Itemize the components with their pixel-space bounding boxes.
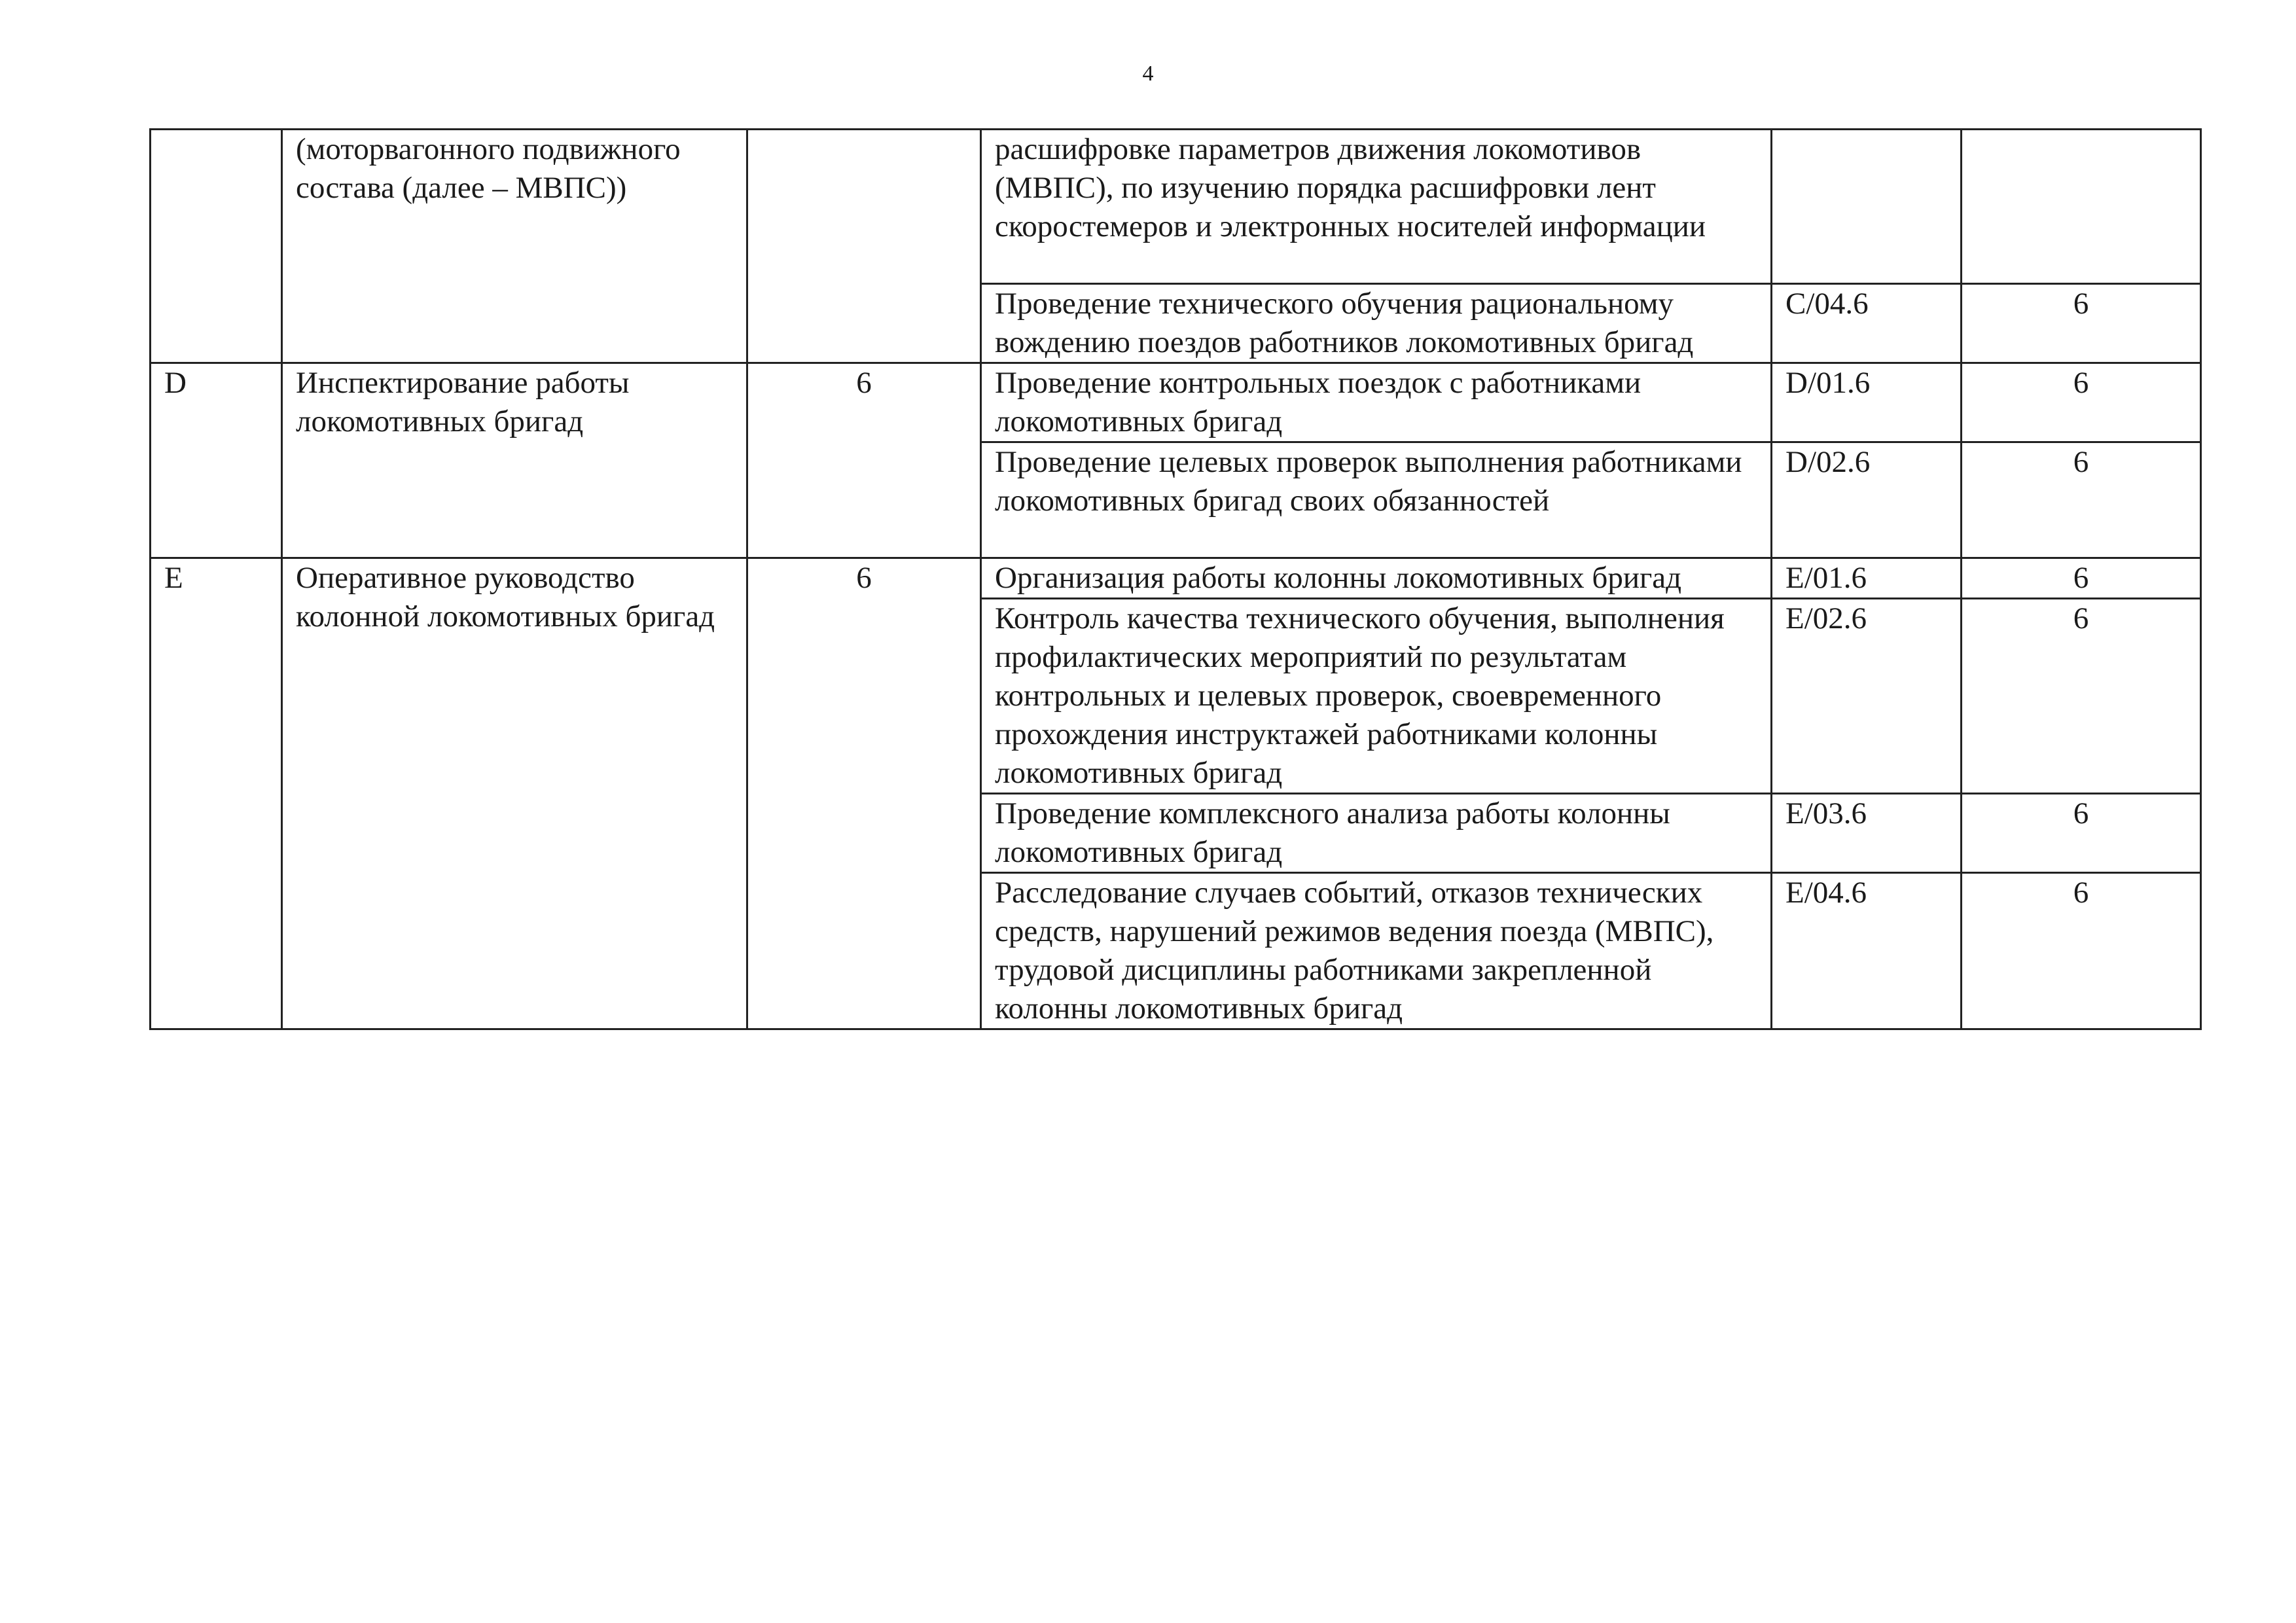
group-code-cell: E: [151, 558, 282, 1029]
table-row: [151, 558, 2201, 599]
group-level-cell: 6: [747, 363, 981, 558]
page-number: 4: [1142, 62, 1154, 86]
table-row: [151, 363, 2201, 442]
group-code-cell: D: [151, 363, 282, 558]
function-code-cell: D/02.6: [1772, 442, 1962, 558]
group-code-cell: [151, 130, 282, 363]
function-level-cell: 6: [1962, 599, 2201, 794]
group-name-cell: Оперативное руководство колонной локомотивных бригад: [282, 558, 747, 1029]
function-level-cell: 6: [1962, 442, 2201, 558]
function-name-cell: Расследование случаев событий, отказов технических средств, нарушений режимов ведения поезда (МВПС), трудовой дисциплины работниками закрепленной колонны локомотивных бригад: [981, 873, 1772, 1029]
group-level-cell: 6: [747, 558, 981, 1029]
function-level-cell: 6: [1962, 873, 2201, 1029]
function-code-cell: D/01.6: [1772, 363, 1962, 442]
function-name-cell: Организация работы колонны локомотивных бригад: [981, 558, 1772, 599]
function-name-cell: Проведение целевых проверок выполнения работниками локомотивных бригад своих обязанностей: [981, 442, 1772, 558]
function-code-cell: C/04.6: [1772, 284, 1962, 363]
function-name-cell: Проведение технического обучения рациональному вождению поездов работников локомотивных бригад: [981, 284, 1772, 363]
function-level-cell: 6: [1962, 363, 2201, 442]
table-row: [151, 130, 2201, 284]
function-level-cell: 6: [1962, 558, 2201, 599]
function-code-cell: E/03.6: [1772, 794, 1962, 873]
function-name-cell: Проведение контрольных поездок с работниками локомотивных бригад: [981, 363, 1772, 442]
function-code-cell: [1772, 130, 1962, 284]
group-level-cell: [747, 130, 981, 363]
qualification-table: [149, 128, 2202, 1030]
group-name-cell: (моторвагонного подвижного состава (далее – МВПС)): [282, 130, 747, 363]
function-level-cell: 6: [1962, 284, 2201, 363]
function-name-cell: Проведение комплексного анализа работы колонны локомотивных бригад: [981, 794, 1772, 873]
group-name-cell: Инспектирование работы локомотивных бригад: [282, 363, 747, 558]
function-name-cell: Контроль качества технического обучения, выполнения профилактических мероприятий по результатам контрольных и целевых проверок, своевременного прохождения инструктажей работниками колонны локомотивных бригад: [981, 599, 1772, 794]
function-code-cell: E/04.6: [1772, 873, 1962, 1029]
function-code-cell: E/01.6: [1772, 558, 1962, 599]
function-level-cell: [1962, 130, 2201, 284]
function-level-cell: 6: [1962, 794, 2201, 873]
function-name-cell: расшифровке параметров движения локомотивов (МВПС), по изучению порядка расшифровки лент скоростемеров и электронных носителей информации: [981, 130, 1772, 284]
function-code-cell: E/02.6: [1772, 599, 1962, 794]
